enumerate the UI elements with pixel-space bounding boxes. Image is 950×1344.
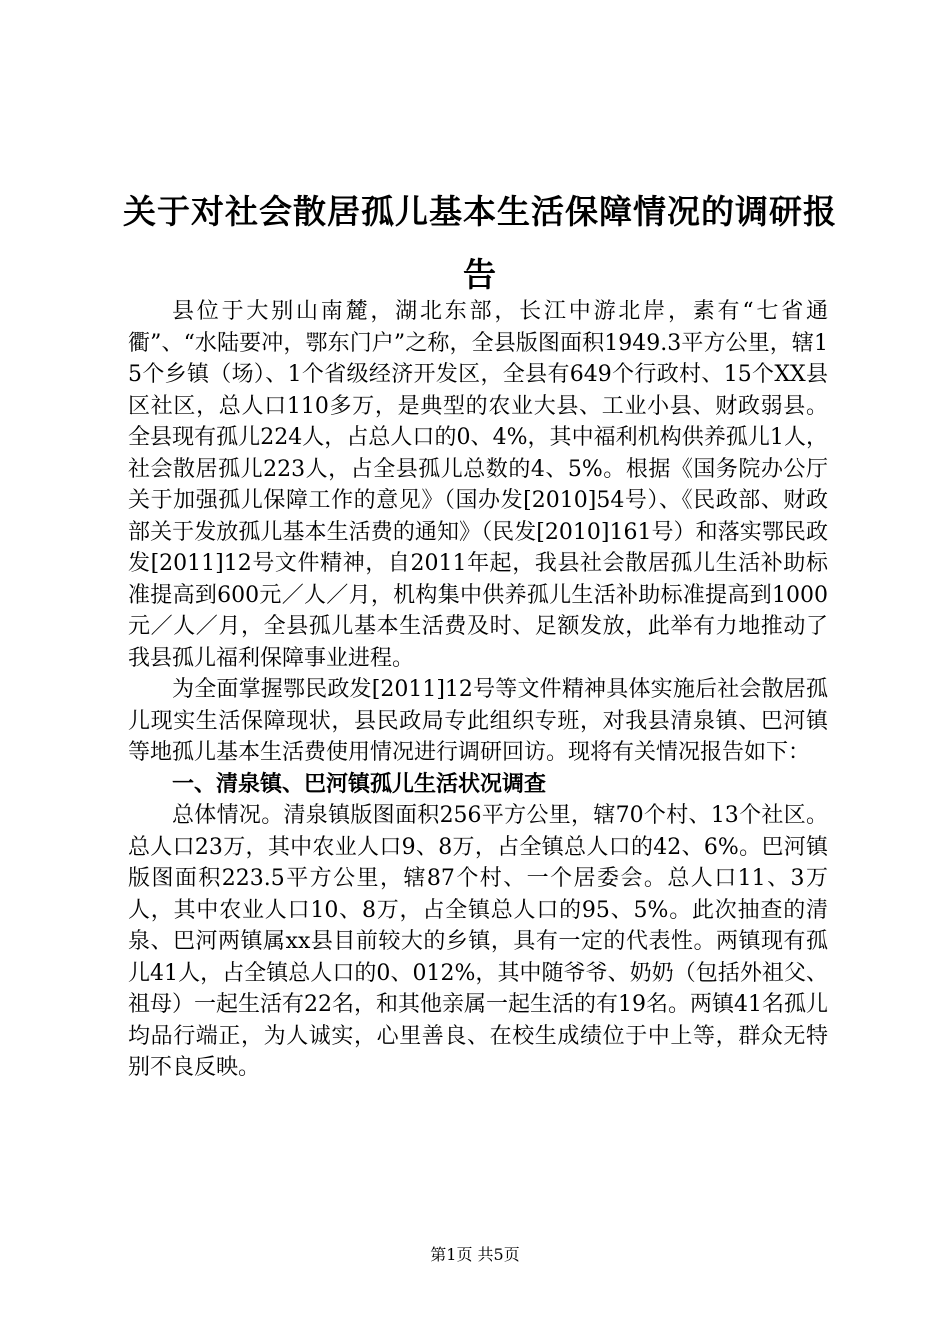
- document-body: [128, 296, 828, 1084]
- page-footer: 第1页 共5页: [430, 1245, 520, 1264]
- section-heading: 一、清泉镇、巴河镇孤儿生活状况调查: [172, 771, 547, 797]
- document-title: 关于对社会散居孤儿基本生活保障情况的调研报告: [123, 192, 837, 294]
- paragraph-county-overview: 县位于大别山南麓，湖北东部，长江中游北岸，素有“七省通衢”、“水陆要冲，鄂东门户”之称，全县版图面积1949.3平方公里，辖15个乡镇（场）、1个省级经济开发区，全县有649个行政村、15个XX县区社区，总人口110多万，是典型的农业大县、工业小县、财政弱县。全县现有孤儿224人，占总人口的0、4%，其中福利机构供养孤儿1人，社会散居孤儿223人，占全县孤儿总数的4、5%。根据《国务院办公厅关于加强孤儿保障工作的意见》（国办发[2010]54号）、《民政部、财政部关于发放孤儿基本生活费的通知》（民发[2010]161号）和落实鄂民政发[2011]12号文件精神，自2011年起，我县社会散居孤儿生活补助标准提高到600元／人／月，机构集中供养孤儿生活补助标准提高到1000元／人／月，全县孤儿基本生活费及时、足额发放，此举有力地推动了我县孤儿福利保障事业进程。: [128, 299, 828, 671]
- paragraph-survey-purpose: 为全面掌握鄂民政发[2011]12号等文件精神具体实施后社会散居孤儿现实生活保障现状，县民政局专此组织专班，对我县清泉镇、巴河镇等地孤儿基本生活费使用情况进行调研回访。现将有关情况报告如下：: [128, 677, 828, 765]
- paragraph-overall-situation: 总体情况。清泉镇版图面积256平方公里，辖70个村、13个社区。总人口23万，其中农业人口9、8万，占全镇总人口的42、6%。巴河镇版图面积223.5平方公里，辖87个村、一个居委会。总人口11、3万人，其中农业人口10、8万，占全镇总人口的95、5%。此次抽查的清泉、巴河两镇属xx县目前较大的乡镇，具有一定的代表性。两镇现有孤儿41人，占全镇总人口的0、012%，其中随爷爷、奶奶（包括外祖父、祖母）一起生活有22名，和其他亲属一起生活的有19名。两镇41名孤儿均品行端正，为人诚实，心里善良、在校生成绩位于中上等，群众无特别不良反映。: [128, 803, 828, 1080]
